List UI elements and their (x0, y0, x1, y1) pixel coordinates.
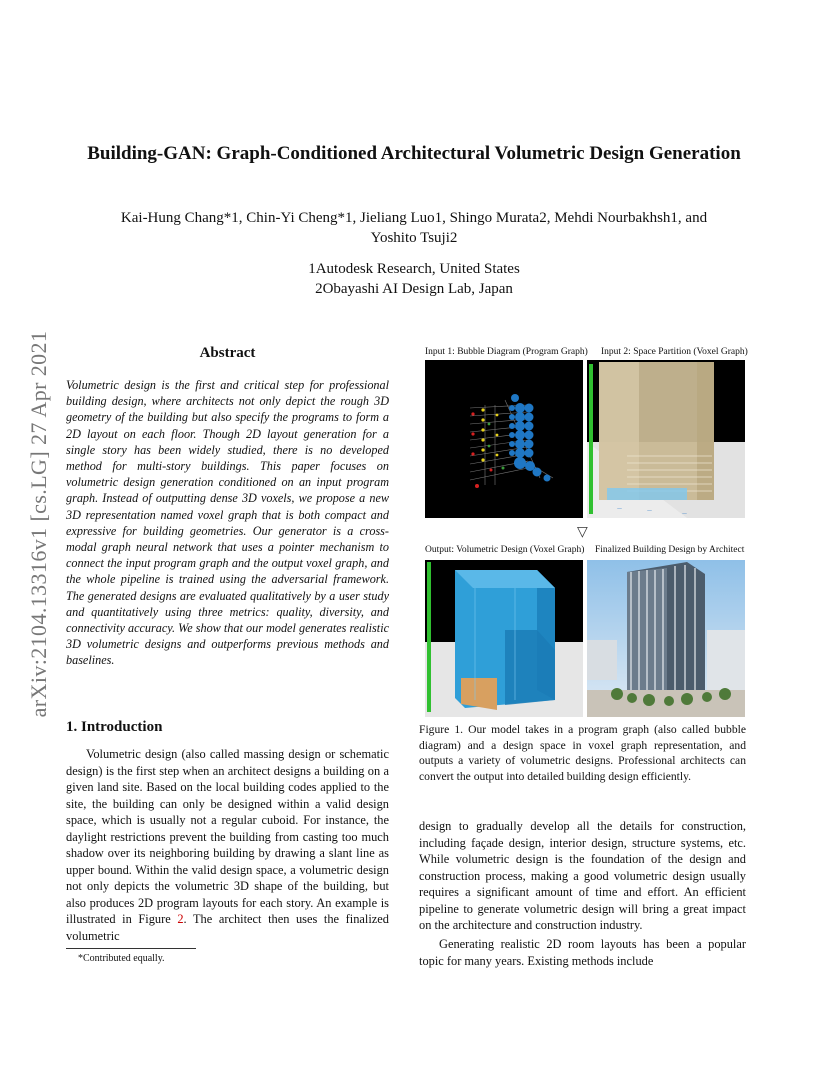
paper-title: Building-GAN: Graph-Conditioned Architectural Volumetric Design Generation (87, 143, 741, 164)
arxiv-stamp (26, 288, 52, 760)
affiliation-2: 2Obayashi AI Design Lab, Japan (315, 281, 513, 297)
figure-label-input-2: Input 2: Space Partition (Voxel Graph) (601, 347, 748, 357)
introduction-heading: 1. Introduction (66, 719, 163, 735)
bubble-diagram-graphic (425, 360, 583, 518)
figure-2-reference[interactable]: 2 (177, 912, 184, 926)
volumetric-output-panel (425, 560, 583, 717)
figure-down-arrow: ▽ (577, 525, 588, 540)
author-list (80, 208, 748, 248)
space-partition-panel (587, 360, 745, 518)
arxiv-stamp-text: arXiv:2104.13316v1 [cs.LG] 27 Apr 2021 (26, 330, 51, 718)
footnote: *Contributed equally. (78, 953, 165, 964)
space-partition-graphic (587, 360, 745, 518)
figure-1 (419, 345, 747, 717)
abstract-heading: Abstract (199, 345, 256, 361)
bubble-diagram-panel (425, 360, 583, 518)
authors-line-1: Kai-Hung Chang*1, Chin-Yi Cheng*1, Jieliang Luo1, Shingo Murata2, Mehdi Nourbakhsh1, and (120, 210, 708, 226)
figure-1-caption: Figure 1. Our model takes in a program graph (also called bubble diagram) and a design space in voxel graph representation, and outputs a variety of volumetric designs. Professional architects can convert the output into detailed building design efficiently. (419, 723, 746, 783)
finalized-building-graphic (587, 560, 745, 717)
introduction-text-a: Volumetric design (also called massing design or schematic design) is the first step when an architect designs a building on a given land site. Based on the local building codes applied to the site, the building can only be designed within a valid design space, which is usually not a regular cuboid. For instance, the daylight restrictions prevent the building from casting too much shadow over its neighboring building by drawing a slant line as upper bound. Within the valid design space, a volumetric design not only depicts the volumetric 3D shape of the building, but also produces 2D program layouts for each story. An example is illustrated in Figure (66, 747, 389, 926)
introduction-body (66, 746, 389, 944)
footnote-rule (66, 948, 196, 949)
affiliation-1: 1Autodesk Research, United States (308, 261, 520, 277)
figure-label-finalized: Finalized Building Design by Architect (595, 545, 745, 555)
figure-label-output: Output: Volumetric Design (Voxel Graph) (425, 545, 585, 555)
svg-text:—: — (617, 506, 622, 512)
finalized-building-panel (587, 560, 745, 717)
volumetric-output-graphic (425, 560, 583, 717)
svg-text:—: — (682, 511, 687, 517)
authors-line-2: Yoshito Tsuji2 (370, 230, 458, 246)
right-column-paragraph-1: design to gradually develop all the details for construction, including façade design, interior design, structure systems, etc. While volumetric design is the foundation of the design and construction process, making a good volumetric design usually requires a significant amount of time and effort. An efficient pipeline to generate volumetric design will bring a great impact on the architecture and construction industry. (419, 819, 746, 932)
abstract-body: Volumetric design is the first and critical step for professional building design, where architects not only depict the rough 3D geometry of the building but also specify the programs to form a 2D layout on each floor. Though 2D layout generation for a single story has been widely studied, there is no developed method for multi-story buildings. This paper focuses on volumetric design generation conditioned on an input program graph. Instead of outputting dense 3D voxels, we propose a new 3D representation named voxel graph that is both compact and expressive for building geometries. Our generator is a cross-modal graph neural network that uses a pointer mechanism to connect the input program graph and the output voxel graph, and the whole pipeline is trained using the adversarial framework. The generated designs are evaluated qualitatively by a user study and quantitatively using three metrics: quality, diversity, and connectivity accuracy. We show that our model generates realistic 3D volumetric designs and outperforms previous methods and baselines. (66, 378, 389, 668)
figure-label-input-1: Input 1: Bubble Diagram (Program Graph) (425, 347, 588, 357)
affiliations (0, 259, 828, 299)
right-column-paragraph-2: Generating realistic 2D room layouts has been a popular topic for many years. Existing methods include (419, 937, 746, 968)
svg-text:—: — (647, 508, 652, 514)
introduction-text-b: . The architect then uses the finalized volumetric (66, 912, 389, 943)
